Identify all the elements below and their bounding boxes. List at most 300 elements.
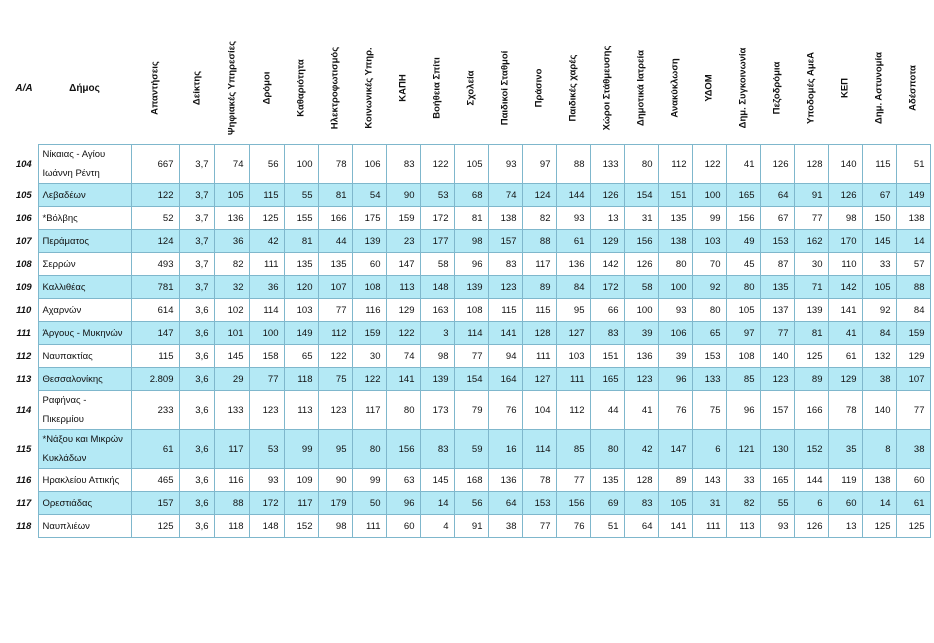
table-cell: 32 <box>214 276 249 299</box>
table-cell: 49 <box>726 230 760 253</box>
table-cell: 465 <box>131 469 179 492</box>
table-cell: 144 <box>794 469 828 492</box>
table-cell: 116 <box>352 299 386 322</box>
table-cell: 141 <box>658 515 692 538</box>
table-cell: 122 <box>692 145 726 184</box>
table-cell: 104 <box>522 391 556 430</box>
table-cell: 80 <box>590 430 624 469</box>
table-cell: 120 <box>284 276 318 299</box>
column-header-label: Κοινωνικές Υπηρ. <box>363 47 375 129</box>
table-cell: 157 <box>760 391 794 430</box>
table-cell: 108 <box>454 299 488 322</box>
table-cell: 157 <box>488 230 522 253</box>
table-cell: 3,7 <box>179 207 214 230</box>
table-cell: 132 <box>862 345 896 368</box>
table-cell: 118 <box>214 515 249 538</box>
table-cell: 77 <box>794 207 828 230</box>
table-cell: 127 <box>522 368 556 391</box>
column-header <box>386 32 420 145</box>
table-cell: 115 <box>131 345 179 368</box>
table-cell: 172 <box>590 276 624 299</box>
table-row <box>10 184 930 207</box>
table-cell: 100 <box>624 299 658 322</box>
table-cell: 38 <box>862 368 896 391</box>
municipality-name: *Νάξου και Μικρών Κυκλάδων <box>38 430 131 469</box>
table-cell: 493 <box>131 253 179 276</box>
table-cell: 133 <box>692 368 726 391</box>
column-header <box>624 32 658 145</box>
table-cell: 3,7 <box>179 145 214 184</box>
table-cell: 127 <box>556 322 590 345</box>
column-header-label: Ψηφιακές Υπηρεσίες <box>226 40 237 136</box>
table-cell: 96 <box>726 391 760 430</box>
table-cell: 79 <box>454 391 488 430</box>
table-cell: 233 <box>131 391 179 430</box>
table-cell: 129 <box>590 230 624 253</box>
table-cell: 90 <box>318 469 352 492</box>
table-cell: 139 <box>454 276 488 299</box>
table-cell: 138 <box>658 230 692 253</box>
table-cell: 57 <box>896 253 930 276</box>
table-cell: 69 <box>590 492 624 515</box>
table-cell: 92 <box>862 299 896 322</box>
table-cell: 145 <box>862 230 896 253</box>
table-cell: 140 <box>828 145 862 184</box>
table-cell: 3,6 <box>179 345 214 368</box>
table-cell: 56 <box>249 145 284 184</box>
column-header <box>352 32 386 145</box>
table-cell: 52 <box>131 207 179 230</box>
table-cell: 165 <box>590 368 624 391</box>
table-cell: 113 <box>284 391 318 430</box>
table-cell: 111 <box>352 515 386 538</box>
column-header-label: Παιδικοί Σταθμοί <box>499 50 511 126</box>
table-cell: 119 <box>828 469 862 492</box>
table-cell: 66 <box>590 299 624 322</box>
column-header <box>692 32 726 145</box>
table-cell: 81 <box>284 230 318 253</box>
table-cell: 135 <box>284 253 318 276</box>
table-cell: 165 <box>760 469 794 492</box>
column-header <box>522 32 556 145</box>
table-cell: 82 <box>522 207 556 230</box>
table-cell: 83 <box>386 145 420 184</box>
table-cell: 149 <box>896 184 930 207</box>
table-cell: 136 <box>214 207 249 230</box>
table-cell: 118 <box>284 368 318 391</box>
table-cell: 60 <box>352 253 386 276</box>
table-cell: 156 <box>624 230 658 253</box>
table-cell: 6 <box>794 492 828 515</box>
table-cell: 112 <box>658 145 692 184</box>
table-cell: 121 <box>726 430 760 469</box>
column-header <box>726 32 760 145</box>
column-header-label: Ηλεκτροφωτισμός <box>329 46 341 130</box>
table-cell: 105 <box>726 299 760 322</box>
table-cell: 95 <box>318 430 352 469</box>
table-cell: 126 <box>624 253 658 276</box>
table-row <box>10 469 930 492</box>
column-header <box>488 32 522 145</box>
municipality-name: Καλλιθέας <box>38 276 131 299</box>
table-cell: 14 <box>420 492 454 515</box>
table-cell: 170 <box>828 230 862 253</box>
table-cell: 80 <box>624 145 658 184</box>
municipality-ranking-table-container <box>10 32 931 538</box>
table-cell: 135 <box>658 207 692 230</box>
table-cell: 111 <box>249 253 284 276</box>
table-cell: 125 <box>862 515 896 538</box>
municipality-name: Ραφήνας - Πικερμίου <box>38 391 131 430</box>
table-cell: 44 <box>590 391 624 430</box>
table-cell: 97 <box>726 322 760 345</box>
table-cell: 125 <box>249 207 284 230</box>
column-header-label: Παιδικές χαρές <box>567 54 579 122</box>
table-cell: 76 <box>488 391 522 430</box>
table-cell: 156 <box>726 207 760 230</box>
table-cell: 77 <box>556 469 590 492</box>
header-dimos: Δήμος <box>69 82 100 94</box>
table-cell: 125 <box>131 515 179 538</box>
table-cell: 45 <box>726 253 760 276</box>
table-cell: 82 <box>726 492 760 515</box>
column-header-label: Υποδομές ΑμεΑ <box>805 51 817 125</box>
table-cell: 117 <box>352 391 386 430</box>
table-cell: 95 <box>556 299 590 322</box>
table-cell: 42 <box>249 230 284 253</box>
table-cell: 128 <box>794 145 828 184</box>
table-cell: 126 <box>828 184 862 207</box>
table-row <box>10 345 930 368</box>
table-cell: 3,7 <box>179 276 214 299</box>
column-header-label: Απαντήσεις <box>149 61 161 115</box>
table-cell: 90 <box>386 184 420 207</box>
column-header <box>760 32 794 145</box>
table-cell: 3,6 <box>179 430 214 469</box>
table-cell: 173 <box>420 391 454 430</box>
table-cell: 103 <box>284 299 318 322</box>
table-cell: 77 <box>522 515 556 538</box>
table-cell: 116 <box>214 469 249 492</box>
table-cell: 98 <box>318 515 352 538</box>
table-cell: 137 <box>760 299 794 322</box>
table-cell: 139 <box>352 230 386 253</box>
table-cell: 59 <box>454 430 488 469</box>
table-cell: 141 <box>488 322 522 345</box>
table-cell: 152 <box>794 430 828 469</box>
table-cell: 77 <box>896 391 930 430</box>
table-cell: 158 <box>249 345 284 368</box>
table-cell: 56 <box>454 492 488 515</box>
table-cell: 117 <box>214 430 249 469</box>
table-cell: 36 <box>214 230 249 253</box>
municipality-name: Νίκαιας - Αγίου Ιωάννη Ρέντη <box>38 145 131 184</box>
table-cell: 81 <box>318 184 352 207</box>
table-cell: 94 <box>488 345 522 368</box>
table-cell: 126 <box>794 515 828 538</box>
column-header <box>454 32 488 145</box>
table-cell: 159 <box>386 207 420 230</box>
row-index: 113 <box>16 373 32 385</box>
table-cell: 55 <box>760 492 794 515</box>
row-index: 109 <box>15 281 32 293</box>
column-header-label: ΚΑΠΗ <box>397 74 409 102</box>
table-cell: 53 <box>420 184 454 207</box>
table-cell: 114 <box>454 322 488 345</box>
table-cell: 112 <box>556 391 590 430</box>
table-cell: 122 <box>352 368 386 391</box>
table-cell: 64 <box>488 492 522 515</box>
table-cell: 128 <box>522 322 556 345</box>
table-cell: 123 <box>318 391 352 430</box>
table-cell: 136 <box>488 469 522 492</box>
table-cell: 105 <box>214 184 249 207</box>
municipality-name: Ηρακλείου Αττικής <box>38 469 131 492</box>
table-cell: 65 <box>284 345 318 368</box>
table-row <box>10 230 930 253</box>
table-cell: 6 <box>692 430 726 469</box>
table-cell: 100 <box>249 322 284 345</box>
column-header <box>179 32 214 145</box>
table-cell: 143 <box>692 469 726 492</box>
table-cell: 3,6 <box>179 469 214 492</box>
table-cell: 83 <box>624 492 658 515</box>
table-cell: 162 <box>794 230 828 253</box>
table-cell: 101 <box>214 322 249 345</box>
table-row <box>10 253 930 276</box>
table-cell: 64 <box>624 515 658 538</box>
column-header-label: Χώροι Στάθμευσης <box>601 45 613 131</box>
table-cell: 105 <box>454 145 488 184</box>
table-cell: 144 <box>556 184 590 207</box>
table-cell: 149 <box>284 322 318 345</box>
table-cell: 31 <box>624 207 658 230</box>
column-header-label: Πράσινο <box>533 68 545 108</box>
table-cell: 51 <box>896 145 930 184</box>
table-cell: 3,7 <box>179 253 214 276</box>
table-cell: 81 <box>794 322 828 345</box>
table-cell: 139 <box>420 368 454 391</box>
table-cell: 108 <box>352 276 386 299</box>
column-header <box>794 32 828 145</box>
table-cell: 145 <box>214 345 249 368</box>
table-cell: 124 <box>131 230 179 253</box>
table-cell: 67 <box>862 184 896 207</box>
table-cell: 16 <box>488 430 522 469</box>
municipality-name: Λεβαδέων <box>38 184 131 207</box>
table-cell: 117 <box>284 492 318 515</box>
table-cell: 107 <box>896 368 930 391</box>
table-cell: 80 <box>692 299 726 322</box>
municipality-name: Θεσσαλονίκης <box>38 368 131 391</box>
table-cell: 164 <box>488 368 522 391</box>
column-header-label: Δημ. Συγκοινωνία <box>737 47 749 129</box>
table-cell: 89 <box>794 368 828 391</box>
column-header-label: ΚΕΠ <box>839 77 851 99</box>
row-index: 115 <box>16 443 32 455</box>
column-header <box>214 32 249 145</box>
table-cell: 138 <box>896 207 930 230</box>
table-cell: 61 <box>896 492 930 515</box>
table-cell: 122 <box>318 345 352 368</box>
column-header-label: Δείκτης <box>191 70 202 106</box>
table-cell: 177 <box>420 230 454 253</box>
table-cell: 126 <box>760 145 794 184</box>
table-cell: 41 <box>726 145 760 184</box>
table-cell: 33 <box>726 469 760 492</box>
table-cell: 85 <box>556 430 590 469</box>
table-cell: 3,6 <box>179 391 214 430</box>
table-cell: 168 <box>454 469 488 492</box>
column-header <box>828 32 862 145</box>
table-cell: 106 <box>658 322 692 345</box>
table-cell: 153 <box>760 230 794 253</box>
table-cell: 115 <box>488 299 522 322</box>
table-cell: 39 <box>658 345 692 368</box>
table-cell: 114 <box>522 430 556 469</box>
row-index: 114 <box>16 404 32 416</box>
table-cell: 30 <box>352 345 386 368</box>
table-cell: 156 <box>386 430 420 469</box>
column-header <box>284 32 318 145</box>
table-cell: 36 <box>249 276 284 299</box>
table-cell: 153 <box>522 492 556 515</box>
table-cell: 103 <box>692 230 726 253</box>
table-cell: 142 <box>590 253 624 276</box>
table-cell: 113 <box>726 515 760 538</box>
column-header <box>658 32 692 145</box>
column-header-label: Δημ. Αστυνομία <box>873 52 885 124</box>
table-cell: 115 <box>862 145 896 184</box>
table-cell: 172 <box>249 492 284 515</box>
table-cell: 3,6 <box>179 492 214 515</box>
table-cell: 61 <box>556 230 590 253</box>
table-row <box>10 145 930 184</box>
table-cell: 53 <box>249 430 284 469</box>
table-cell: 166 <box>794 391 828 430</box>
table-cell: 105 <box>862 276 896 299</box>
table-cell: 84 <box>556 276 590 299</box>
table-cell: 96 <box>386 492 420 515</box>
table-cell: 108 <box>726 345 760 368</box>
table-cell: 129 <box>896 345 930 368</box>
table-cell: 87 <box>760 253 794 276</box>
table-cell: 82 <box>214 253 249 276</box>
table-cell: 125 <box>794 345 828 368</box>
table-cell: 130 <box>760 430 794 469</box>
table-cell: 80 <box>658 253 692 276</box>
table-cell: 93 <box>658 299 692 322</box>
table-cell: 124 <box>522 184 556 207</box>
table-cell: 152 <box>284 515 318 538</box>
table-cell: 65 <box>692 322 726 345</box>
table-cell: 148 <box>420 276 454 299</box>
municipality-name: *Βόλβης <box>38 207 131 230</box>
table-cell: 122 <box>131 184 179 207</box>
column-header-label: Δρόμοι <box>261 71 272 105</box>
table-cell: 83 <box>420 430 454 469</box>
table-cell: 99 <box>352 469 386 492</box>
table-cell: 77 <box>318 299 352 322</box>
table-cell: 88 <box>896 276 930 299</box>
table-cell: 109 <box>284 469 318 492</box>
table-cell: 51 <box>590 515 624 538</box>
table-cell: 129 <box>386 299 420 322</box>
table-cell: 89 <box>658 469 692 492</box>
table-cell: 61 <box>131 430 179 469</box>
table-cell: 97 <box>522 145 556 184</box>
table-cell: 141 <box>386 368 420 391</box>
table-cell: 102 <box>214 299 249 322</box>
row-index: 107 <box>15 235 32 247</box>
row-index: 111 <box>16 327 31 339</box>
table-cell: 31 <box>692 492 726 515</box>
table-cell: 148 <box>249 515 284 538</box>
column-header-label: Σχολεία <box>465 70 477 106</box>
table-cell: 98 <box>420 345 454 368</box>
table-cell: 111 <box>692 515 726 538</box>
table-cell: 172 <box>420 207 454 230</box>
table-cell: 135 <box>590 469 624 492</box>
column-header <box>249 32 284 145</box>
table-cell: 163 <box>420 299 454 322</box>
table-cell: 64 <box>760 184 794 207</box>
table-cell: 139 <box>794 299 828 322</box>
table-cell: 3,6 <box>179 368 214 391</box>
table-cell: 136 <box>624 345 658 368</box>
table-cell: 88 <box>214 492 249 515</box>
table-cell: 60 <box>386 515 420 538</box>
table-cell: 3,6 <box>179 515 214 538</box>
table-cell: 96 <box>454 253 488 276</box>
table-cell: 74 <box>214 145 249 184</box>
table-cell: 14 <box>862 492 896 515</box>
table-row <box>10 299 930 322</box>
table-cell: 3,7 <box>179 230 214 253</box>
table-cell: 60 <box>896 469 930 492</box>
table-cell: 3 <box>420 322 454 345</box>
municipality-ranking-table <box>10 32 931 538</box>
table-cell: 13 <box>828 515 862 538</box>
table-cell: 33 <box>862 253 896 276</box>
row-index: 116 <box>16 474 32 486</box>
table-cell: 76 <box>658 391 692 430</box>
table-cell: 98 <box>828 207 862 230</box>
column-header-label: Δημοτικά Ιατρεία <box>635 50 647 126</box>
table-cell: 77 <box>454 345 488 368</box>
table-cell: 93 <box>760 515 794 538</box>
table-cell: 138 <box>488 207 522 230</box>
table-cell: 88 <box>556 145 590 184</box>
table-cell: 93 <box>488 145 522 184</box>
column-header <box>318 32 352 145</box>
table-cell: 76 <box>556 515 590 538</box>
table-cell: 100 <box>284 145 318 184</box>
table-cell: 140 <box>760 345 794 368</box>
table-cell: 63 <box>386 469 420 492</box>
municipality-name: Ναυπακτίας <box>38 345 131 368</box>
table-cell: 103 <box>556 345 590 368</box>
table-cell: 23 <box>386 230 420 253</box>
table-cell: 38 <box>896 430 930 469</box>
table-cell: 68 <box>454 184 488 207</box>
table-cell: 3,7 <box>179 184 214 207</box>
table-cell: 125 <box>896 515 930 538</box>
municipality-name: Ορεστιάδας <box>38 492 131 515</box>
table-cell: 3,6 <box>179 299 214 322</box>
column-header-label: Βοήθεια Σπίτι <box>431 57 443 119</box>
table-row <box>10 322 930 345</box>
